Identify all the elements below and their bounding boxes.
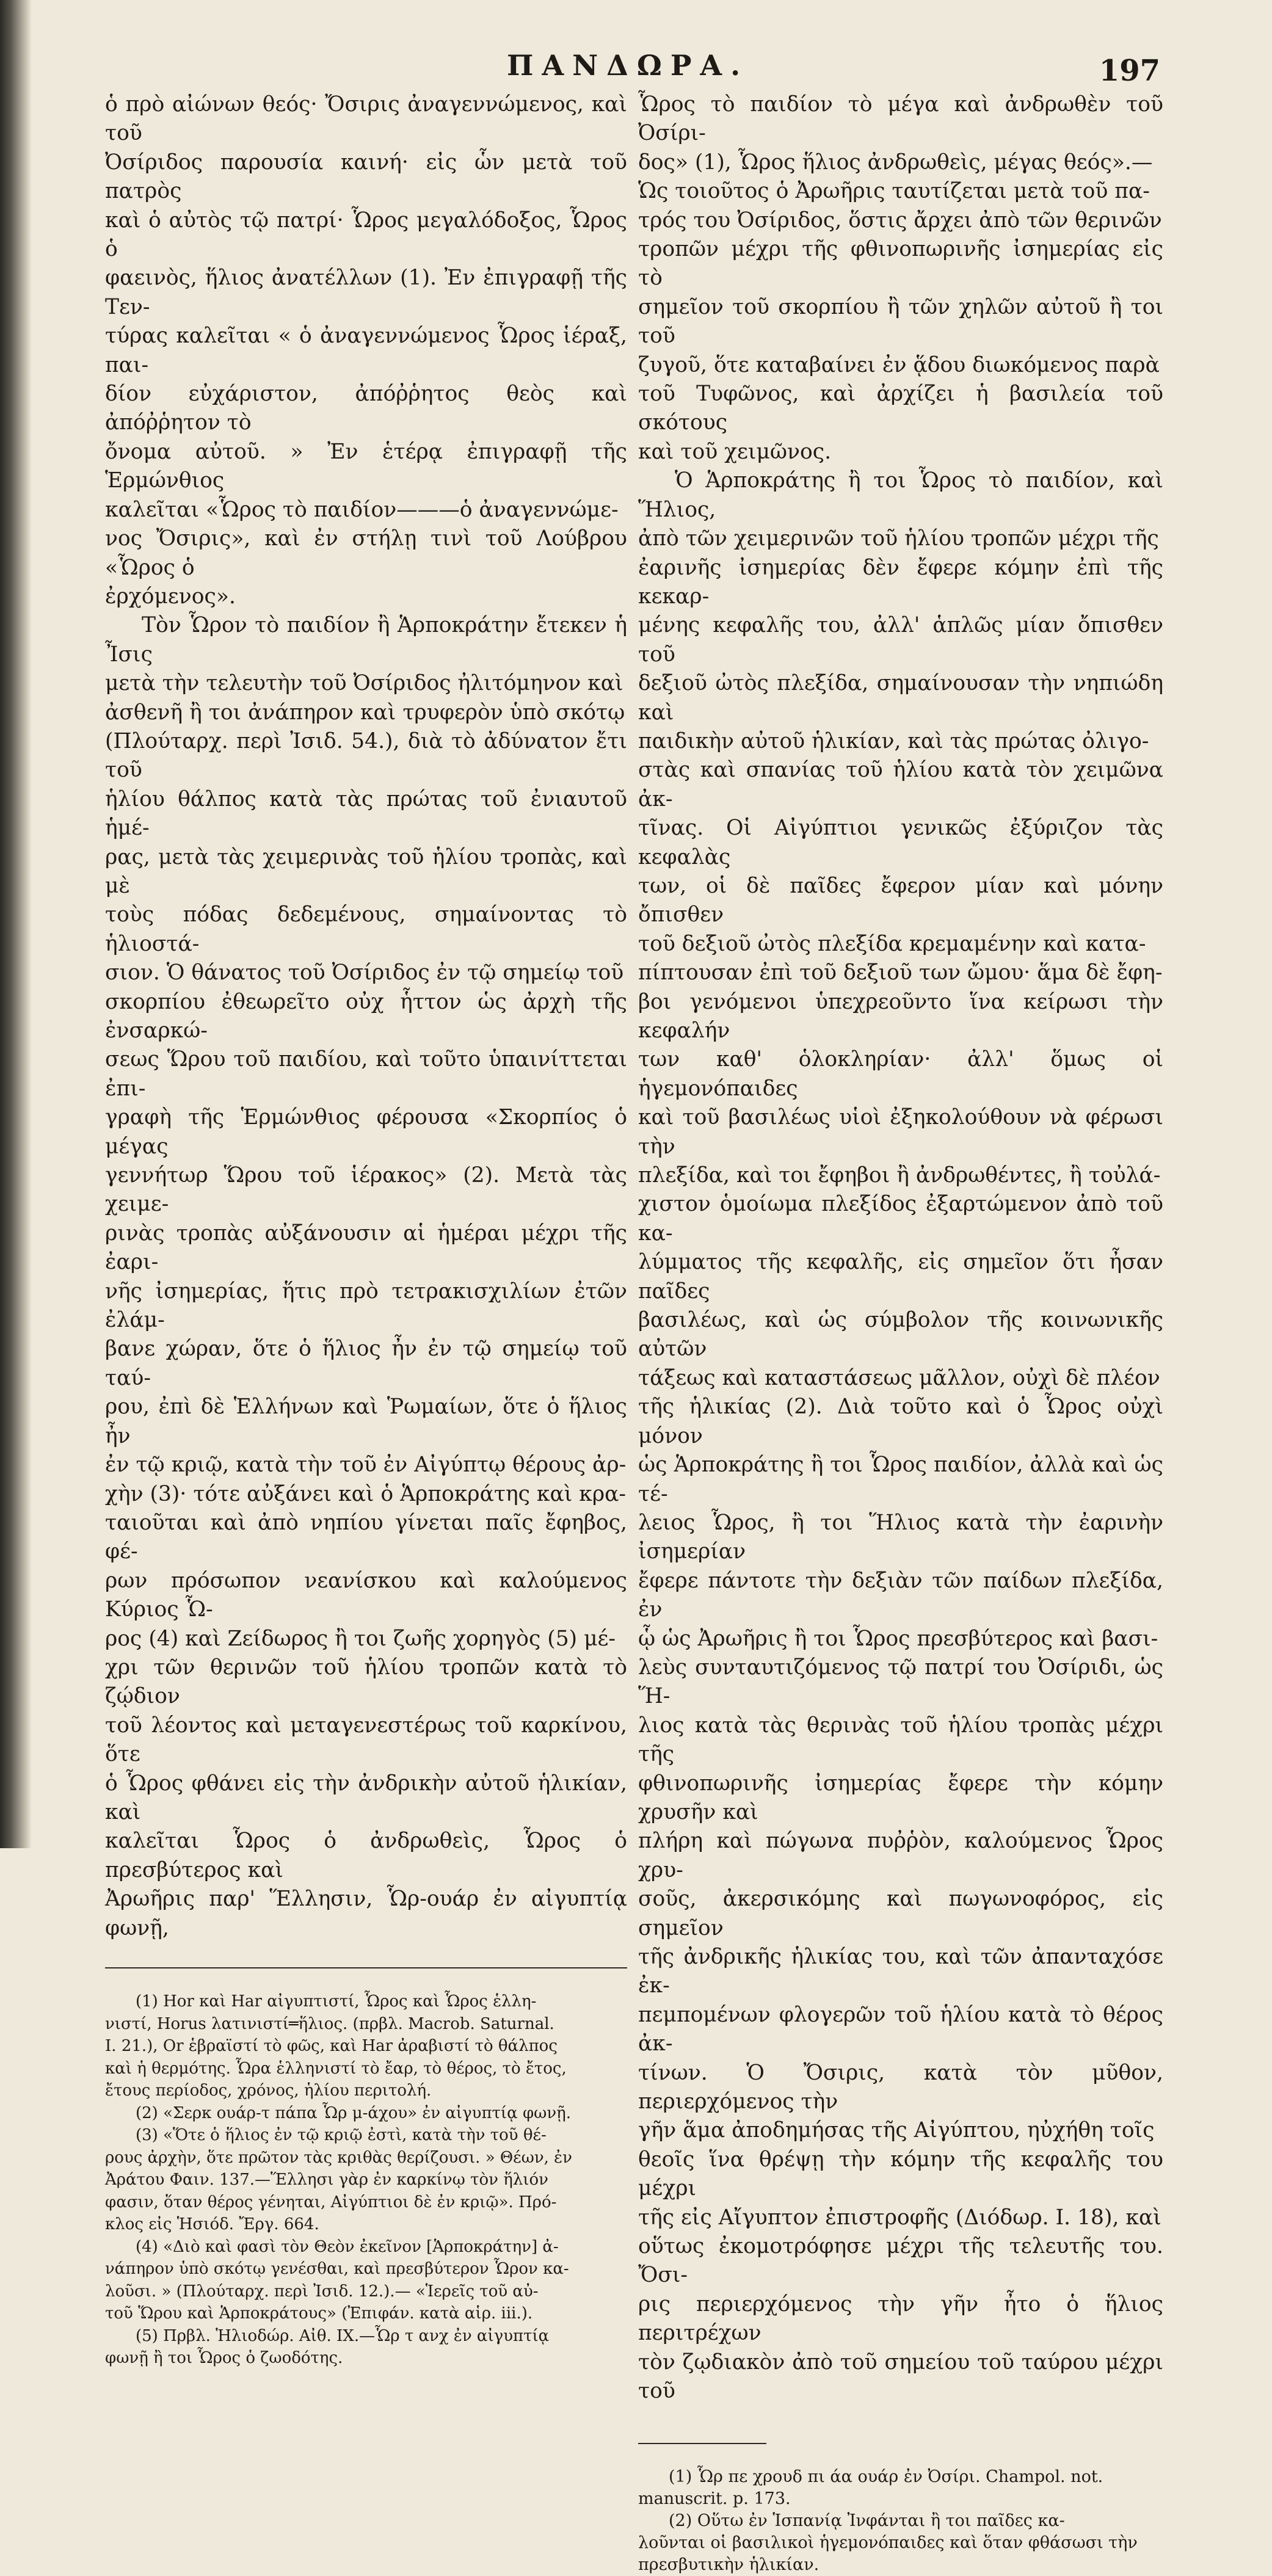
paragraph: Τὸν Ὧρον τὸ παιδίον ἢ Ἁρποκράτην ἔτεκεν ἡ Ἶσις μετὰ τὴν τελευτὴν τοῦ Ὀσίριδος ἠλιτόμηνον καὶ ἀσθενῆ ἢ τοι ἀνάπηρον καὶ τρυφερὸν ὑπὸ σκότῳ (Πλούταρχ. περὶ Ἰσιδ. 54.), διὰ τὸ ἀδύνατον ἔτι τοῦ ἡλίου θάλπος κατὰ τὰς πρώτας τοῦ ἐνιαυτοῦ ἡμέ- ρας, μετὰ τὰς χειμερινὰς τοῦ ἡλίου τροπὰς, καὶ μὲ τοὺς πόδας δεδεμένους, σημαίνοντας τὸ ἡλιοστά- σιον. Ὁ θάνατος τοῦ Ὀσίριδος ἐν τῷ σημείῳ τοῦ σκορπίου ἐθεωρεῖτο οὐχ ἧττον ὡς ἀρχὴ τῆς ἐνσαρκώ- σεως Ὥρου τοῦ παιδίου, καὶ τοῦτο ὑπαινίττεται ἐπι- γραφὴ τῆς Ἑρμώνθιος φέρουσα «Σκορπίος ὁ μέγας γεννήτωρ Ὥρου τοῦ ἱέρακος» (2). Μετὰ τὰς χειμε- ρινὰς τροπὰς αὐξάνουσιν αἱ ἡμέραι μέχρι τῆς ἐαρι- νῆς ἰσημερίας, ἥτις πρὸ τετρακισχιλίων ἐτῶν ἐλάμ- βανε χώραν, ὅτε ὁ ἥλιος ἦν ἐν τῷ σημείῳ τοῦ ταύ- ρου, ἐπὶ δὲ Ἑλλήνων καὶ Ῥωμαίων, ὅτε ὁ ἥλιος ἦν ἐν τῷ κριῷ, κατὰ τὴν τοῦ ἐν Αἰγύπτῳ θέρους ἀρ- χὴν (3)· τότε αὐξάνει καὶ ὁ Ἁρποκράτης καὶ κρα- ταιοῦται καὶ ἀπὸ νηπίου γίνεται παῖς ἔφηβος, φέ- ρων πρόσωπον νεανίσκου καὶ καλούμενος Κύριος Ὧ- ρος (4) καὶ Ζείδωρος ἢ τοι ζωῆς χορηγὸς (5) μέ- χρι τῶν θερινῶν τοῦ ἡλίου τροπῶν κατὰ τὸ ζῴδιον τοῦ λέοντος καὶ μεταγενεστέρως τοῦ καρκίνου, ὅτε ὁ Ὧρος φθάνει εἰς τὴν ἀνδρικὴν αὐτοῦ ἡλικίαν, καὶ καλεῖται Ὧρος ὁ ἀνδρωθεὶς, Ὧρος ὁ πρεσβύτερος καὶ Ἀρωῆρις παρ' Ἕλλησιν, Ὧρ-ουάρ ἐν αἰγυπτίᾳ φωνῇ, [105,613,627,1940]
footnote: (2) «Σερκ ουάρ-τ πάπα Ὧρ μ-άχου» ἐν αἰγυπτίᾳ φωνῇ. [136,2103,571,2122]
journal-title: ΠΑΝΔΩΡΑ. [507,49,749,82]
footnote-divider [638,2443,766,2444]
book-spine-shadow [0,0,32,1848]
paragraph: ὁ πρὸ αἰώνων θεός· Ὄσιρις ἀναγεννώμενος, καὶ τοῦ Ὀσίριδος παρουσία καινή· εἰς ὧν μετὰ τοῦ πατρὸς καὶ ὁ αὐτὸς τῷ πατρί· Ὧρος μεγαλόδοξος, Ὧρος ὁ φαεινὸς, ἥλιος ἀνατέλλων (1). Ἐν ἐπιγραφῇ τῆς Τεν- τύρας καλεῖται « ὁ ἀναγεννώμενος Ὧρος ἱέραξ, παι- δίον εὐχάριστον, ἀπόῤῥητος θεὸς καὶ ἀπόῤῥητον τὸ ὄνομα αὐτοῦ. » Ἐν ἑτέρᾳ ἐπιγραφῇ τῆς Ἑρμώνθιος καλεῖται «Ὧρος τὸ παιδίον———ὁ ἀναγεννώμε- νος Ὄσιρις», καὶ ἐν στήλῃ τινὶ τοῦ Λούβρου «Ὧρος ὁ ἐρχόμενος». [105,92,627,609]
footnote: (1) Ὧρ πε χρουδ πι άα ουάρ ἐν Ὀσίρι. Champol. not. manuscrit. p. 173. [638,2467,1103,2508]
footnote: (1) Hor καὶ Har αἰγυπτιστί, Ὧρος καὶ Ὧρος ἑλλη- νιστί, Horus λατινιστί═ἥλιος. (πρβλ. Macrob. Saturnal. I. 21.), Or ἑβραϊστί τὸ φῶς, καὶ Har ἀραβιστί τὸ θάλπος καὶ ἡ θερμότης. Ὧρα ἑλληνιστί τὸ ἔαρ, τὸ θέρος, τὸ ἔτος, ἔτους περίοδος, χρόνος, ἡλίου περιτολή. [105,1992,567,2100]
left-column [105,90,627,2370]
footnotes [638,2466,1163,2576]
footnote: (5) Πρβλ. Ἡλιοδώρ. Αἰθ. IX.—Ὧρ τ ανχ ἐν αἰγυπτίᾳ φωνῇ ἢ τοι Ὧρος ὁ ζωοδότης. [105,2326,550,2367]
footnote: (3) «Ὅτε ὁ ἥλιος ἐν τῷ κριῷ ἐστὶ, κατὰ τὴν τοῦ θέ- ρους ἀρχὴν, ὅτε πρῶτον τὰς κριθὰς θερίζουσι. » Θέων, ἐν Ἀράτου Φαιν. 137.—Ἕλλησι γὰρ ἐν καρκίνῳ τὸν ἥλιόν φασιν, ὅταν θέρος γένηται, Αἰγύπτιοι δὲ ἐν κριῷ». Πρό- κλος εἰς Ἡσιόδ. Ἔργ. 664. [105,2126,572,2233]
paragraph: Ὁ Ἁρποκράτης ἢ τοι Ὧρος τὸ παιδίον, καὶ Ἥλιος, ἀπὸ τῶν χειμερινῶν τοῦ ἡλίου τροπῶν μέχρι τῆς ἐαρινῆς ἰσημερίας δὲν ἔφερε κόμην ἐπὶ τῆς κεκαρ- μένης κεφαλῆς του, ἀλλ' ἁπλῶς μίαν ὄπισθεν τοῦ δεξιοῦ ὠτὸς πλεξίδα, σημαίνουσαν τὴν νηπιώδη καὶ παιδικὴν αὐτοῦ ἡλικίαν, καὶ τὰς πρώτας ὀλιγο- στὰς καὶ σπανίας τοῦ ἡλίου κατὰ τὸν χειμῶνα ἀκ- τῖνας. Οἱ Αἰγύπτιοι γενικῶς ἐξύριζον τὰς κεφαλὰς των, οἱ δὲ παῖδες ἔφερον μίαν καὶ μόνην ὄπισθεν τοῦ δεξιοῦ ὠτὸς πλεξίδα κρεμαμένην καὶ κατα- πίπτουσαν ἐπὶ τοῦ δεξιοῦ των ὤμου· ἅμα δὲ ἔφη- βοι γενόμενοι ὑπεχρεοῦντο ἵνα κείρωσι τὴν κεφαλήν των καθ' ὁλοκληρίαν· ἀλλ' ὅμως οἱ ἡγεμονόπαιδες καὶ τοῦ βασιλέως υἱοὶ ἐξηκολούθουν νὰ φέρωσι τὴν πλεξίδα, καὶ τοι ἔφηβοι ἢ ἀνδρωθέντες, ἢ τοὐλά- χιστον ὁμοίωμα πλεξίδος ἐξαρτώμενον ἀπὸ τοῦ κα- λύμματος τῆς κεφαλῆς, εἰς σημεῖον ὅτι ἦσαν παῖδες βασιλέως, καὶ ὡς σύμβολον τῆς κοινωνικῆς αὐτῶν τάξεως καὶ καταστάσεως μᾶλλον, οὐχὶ δὲ πλέον τῆς ἡλικίας (2). Διὰ τοῦτο καὶ ὁ Ὧρος οὐχὶ μόνον ὡς Ἁρποκράτης ἢ τοι Ὧρος παιδίον, ἀλλὰ καὶ ὡς τέ- λειος Ὧρος, ἢ τοι Ἥλιος κατὰ τὴν ἐαρινὴν ἰσημερίαν ἔφερε πάντοτε τὴν δεξιὰν τῶν παίδων πλεξίδα, ἐν ᾧ ὡς Ἀρωῆρις ἢ τοι Ὧρος πρεσβύτερος καὶ βασι- λεὺς συνταυτιζόμενος τῷ πατρί του Ὀσίριδι, ὡς Ἥ- λιος κατὰ τὰς θερινὰς τοῦ ἡλίου τροπὰς μέχρι τῆς φθινοπωρινῆς ἰσημερίας ἔφερε τὴν κόμην χρυσῆν καὶ πλήρη καὶ πώγωνα πυῤῥὸν, καλούμενος Ὧρος χρυ- σοῦς, ἀκερσικόμης καὶ πωγωνοφόρος, εἰς σημεῖον τῆς ἀνδρικῆς ἡλικίας του, καὶ τῶν ἀπανταχόσε ἐκ- πεμπομένων φλογερῶν τοῦ ἡλίου κατὰ τὸ θέρος ἀκ- τίνων. Ὁ Ὄσιρις, κατὰ τὸν μῦθον, περιερχόμενος τὴν γῆν ἅμα ἀποδημήσας τῆς Αἰγύπτου, ηὐχήθη τοῖς θεοῖς ἵνα θρέψῃ τὴν κόμην τῆς κεφαλῆς του μέχρι τῆς εἰς Αἴγυπτον ἐπιστροφῆς (Διόδωρ. I. 18), καὶ οὕτως ἐκομοτρόφησε μέχρι τῆς τελευτῆς του. Ὄσι- ρις περιερχόμενος τὴν γῆν ἦτο ὁ ἥλιος περιτρέχων τὸν ζῳδιακὸν ἀπὸ τοῦ σημείου τοῦ ταύρου μέχρι τοῦ [638,468,1163,2404]
footnotes [105,1990,627,2370]
paragraph: Ὧρος τὸ παιδίον τὸ μέγα καὶ ἀνδρωθὲν τοῦ Ὀσίρι- δος» (1), Ὧρος ἥλιος ἀνδρωθεὶς, μέγας θεός».— Ὡς τοιοῦτος ὁ Ἀρωῆρις ταυτίζεται μετὰ τοῦ πα- τρός του Ὀσίριδος, ὅστις ἄρχει ἀπὸ τῶν θερινῶν τροπῶν μέχρι τῆς φθινοπωρινῆς ἰσημερίας εἰς τὸ σημεῖον τοῦ σκορπίου ἢ τῶν χηλῶν αὐτοῦ ἢ τοι τοῦ ζυγοῦ, ὅτε καταβαίνει ἐν ᾅδου διωκόμενος παρὰ τοῦ Τυφῶνος, καὶ ἀρχίζει ἡ βασιλεία τοῦ σκότους καὶ τοῦ χειμῶνος. [638,92,1163,464]
footnote: (4) «Διὸ καὶ φασὶ τὸν Θεὸν ἐκεῖνον [Ἁρποκράτην] ἀ- νάπηρον ὑπὸ σκότῳ γενέσθαι, καὶ πρεσβύτερον Ὧρον κα- λοῦσι. » (Πλούταρχ. περὶ Ἰσιδ. 12.).— «Ἱερεῖς τοῦ αὐ- τοῦ Ὥρου καὶ Ἁρποκράτους» (Ἐπιφάν. κατὰ αἱρ. iii.). [105,2237,569,2323]
right-column [638,90,1163,2576]
footnote-divider [105,1967,627,1968]
page-number: 197 [1099,54,1160,88]
footnote: (2) Οὕτω ἐν Ἱσπανίᾳ Ἰνφάνται ἢ τοι παῖδες κα- λοῦνται οἱ βασιλικοὶ ἡγεμονόπαιδες καὶ ὅταν φθάσωσι τὴν πρεσβυτικὴν ἡλικίαν. [638,2511,1138,2574]
